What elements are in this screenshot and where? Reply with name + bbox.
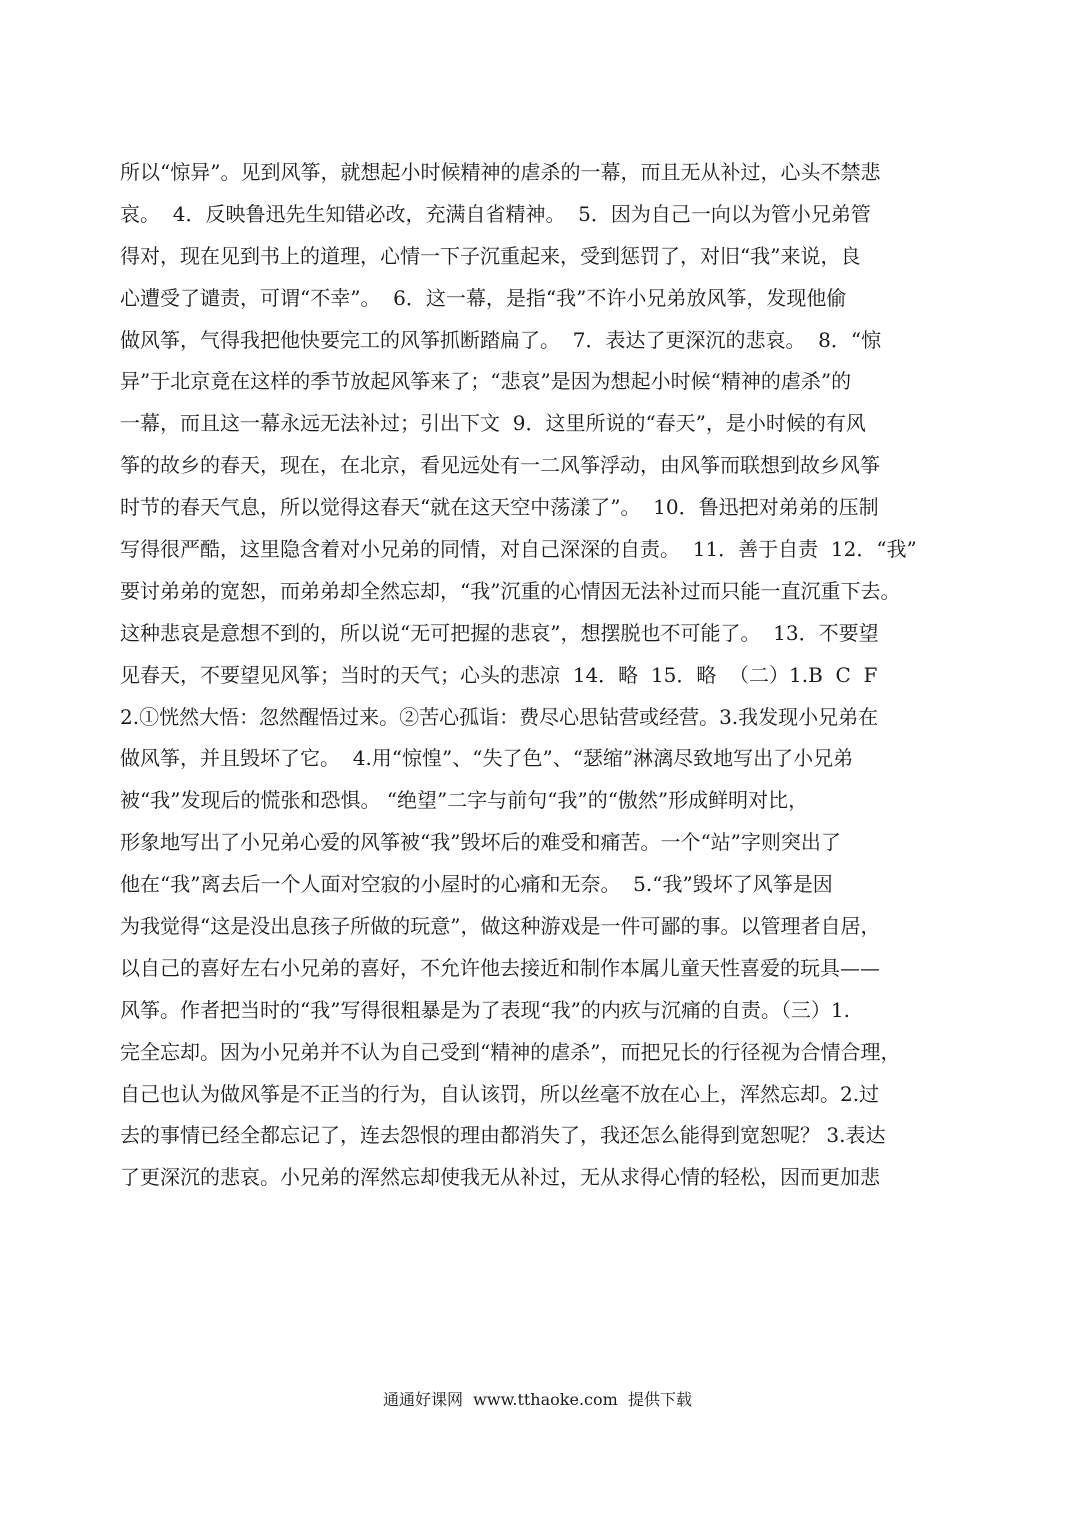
text-line: 完全忘却。因为小兄弟并不认为自己受到“精神的虐杀”，而把兄长的行径视为合情合理， — [120, 1039, 901, 1064]
text-line: 被“我”发现后的慌张和恐惧。 “绝望”二字与前句“我”的“傲然”形成鲜明对比， — [120, 788, 809, 813]
answer-text-body — [120, 152, 970, 1199]
text-line: 异”于北京竟在这样的季节放起风筝来了；“悲哀”是因为想起小时候“精神的虐杀”的 — [120, 369, 852, 394]
text-line: 写得很严酷，这里隐含着对小兄弟的同情，对自己深深的自责。 11．善于自责 12．“我” — [120, 537, 917, 562]
text-line: 心遭受了谴责，可谓“不幸”。 6．这一幕，是指“我”不许小兄弟放风筝，发现他偷 — [120, 285, 847, 310]
text-line: 形象地写出了小兄弟心爱的风筝被“我”毁坏后的难受和痛苦。一个“站”字则突出了 — [120, 830, 841, 855]
text-line: 风筝。作者把当时的“我”写得很粗暴是为了表现“我”的内疚与沉痛的自责。（三）1. — [120, 997, 850, 1022]
page-footer: 通通好课网 www.tthaoke.com 提供下载 — [383, 1390, 692, 1409]
text-line: 要讨弟弟的宽恕，而弟弟却全然忘却，“我”沉重的心情因无法补过而只能一直沉重下去。 — [120, 578, 901, 603]
text-line: 自己也认为做风筝是不正当的行为，自认该罚，所以丝毫不放在心上，浑然忘却。2.过 — [120, 1081, 880, 1106]
text-line: 他在“我”离去后一个人面对空寂的小屋时的心痛和无奈。 5.“我”毁坏了风筝是因 — [120, 872, 833, 897]
text-line: 为我觉得“这是没出息孩子所做的玩意”，做这种游戏是一件可鄙的事。以管理者自居， — [120, 914, 881, 939]
text-line: 一幕，而且这一幕永远无法补过；引出下文 9．这里所说的“春天”，是小时候的有风 — [120, 411, 866, 436]
text-line: 这种悲哀是意想不到的，所以说“无可把握的悲哀”，想摆脱也不可能了。 13．不要望 — [120, 620, 879, 645]
text-line: 了更深沉的悲哀。小兄弟的浑然忘却使我无从补过，无从求得心情的轻松，因而更加悲 — [120, 1165, 880, 1190]
text-line: 筝的故乡的春天，现在，在北京，看见远处有一二风筝浮动，由风筝而联想到故乡风筝 — [120, 453, 880, 478]
text-line: 所以“惊异”。见到风筝，就想起小时候精神的虐杀的一幕，而且无从补过，心头不禁悲 — [120, 160, 881, 184]
text-line: 见春天，不要望见风筝；当时的天气；心头的悲凉 14．略 15．略 （二）1.B C F — [120, 662, 878, 687]
text-line: 去的事情已经全都忘记了，连去怨恨的理由都消失了，我还怎么能得到宽恕呢？ 3.表达 — [120, 1123, 886, 1148]
text-line: 做风筝，气得我把他快要完工的风筝抓断踏扁了。 7．表达了更深沉的悲哀。 8．“惊 — [120, 327, 882, 352]
text-line: 得对，现在见到书上的道理，心情一下子沉重起来，受到惩罚了，对旧“我”来说，良 — [120, 243, 861, 268]
text-line: 哀。 4．反映鲁迅先生知错必改，充满自省精神。 5．因为自己一向以为管小兄弟管 — [120, 201, 871, 226]
text-line: 时节的春天气息，所以觉得这春天“就在这天空中荡漾了”。 10．鲁迅把对弟弟的压制 — [120, 495, 879, 520]
text-line: 2.①恍然大悟：忽然醒悟过来。②苦心孤诣：费尽心思钻营或经营。3.我发现小兄弟在 — [120, 704, 879, 729]
text-line: 以自己的喜好左右小兄弟的喜好，不允许他去接近和制作本属儿童天性喜爱的玩具—— — [120, 955, 880, 980]
text-line: 做风筝，并且毁坏了它。 4.用“惊惶”、“失了色”、“瑟缩”淋漓尽致地写出了小兄弟 — [120, 746, 854, 771]
